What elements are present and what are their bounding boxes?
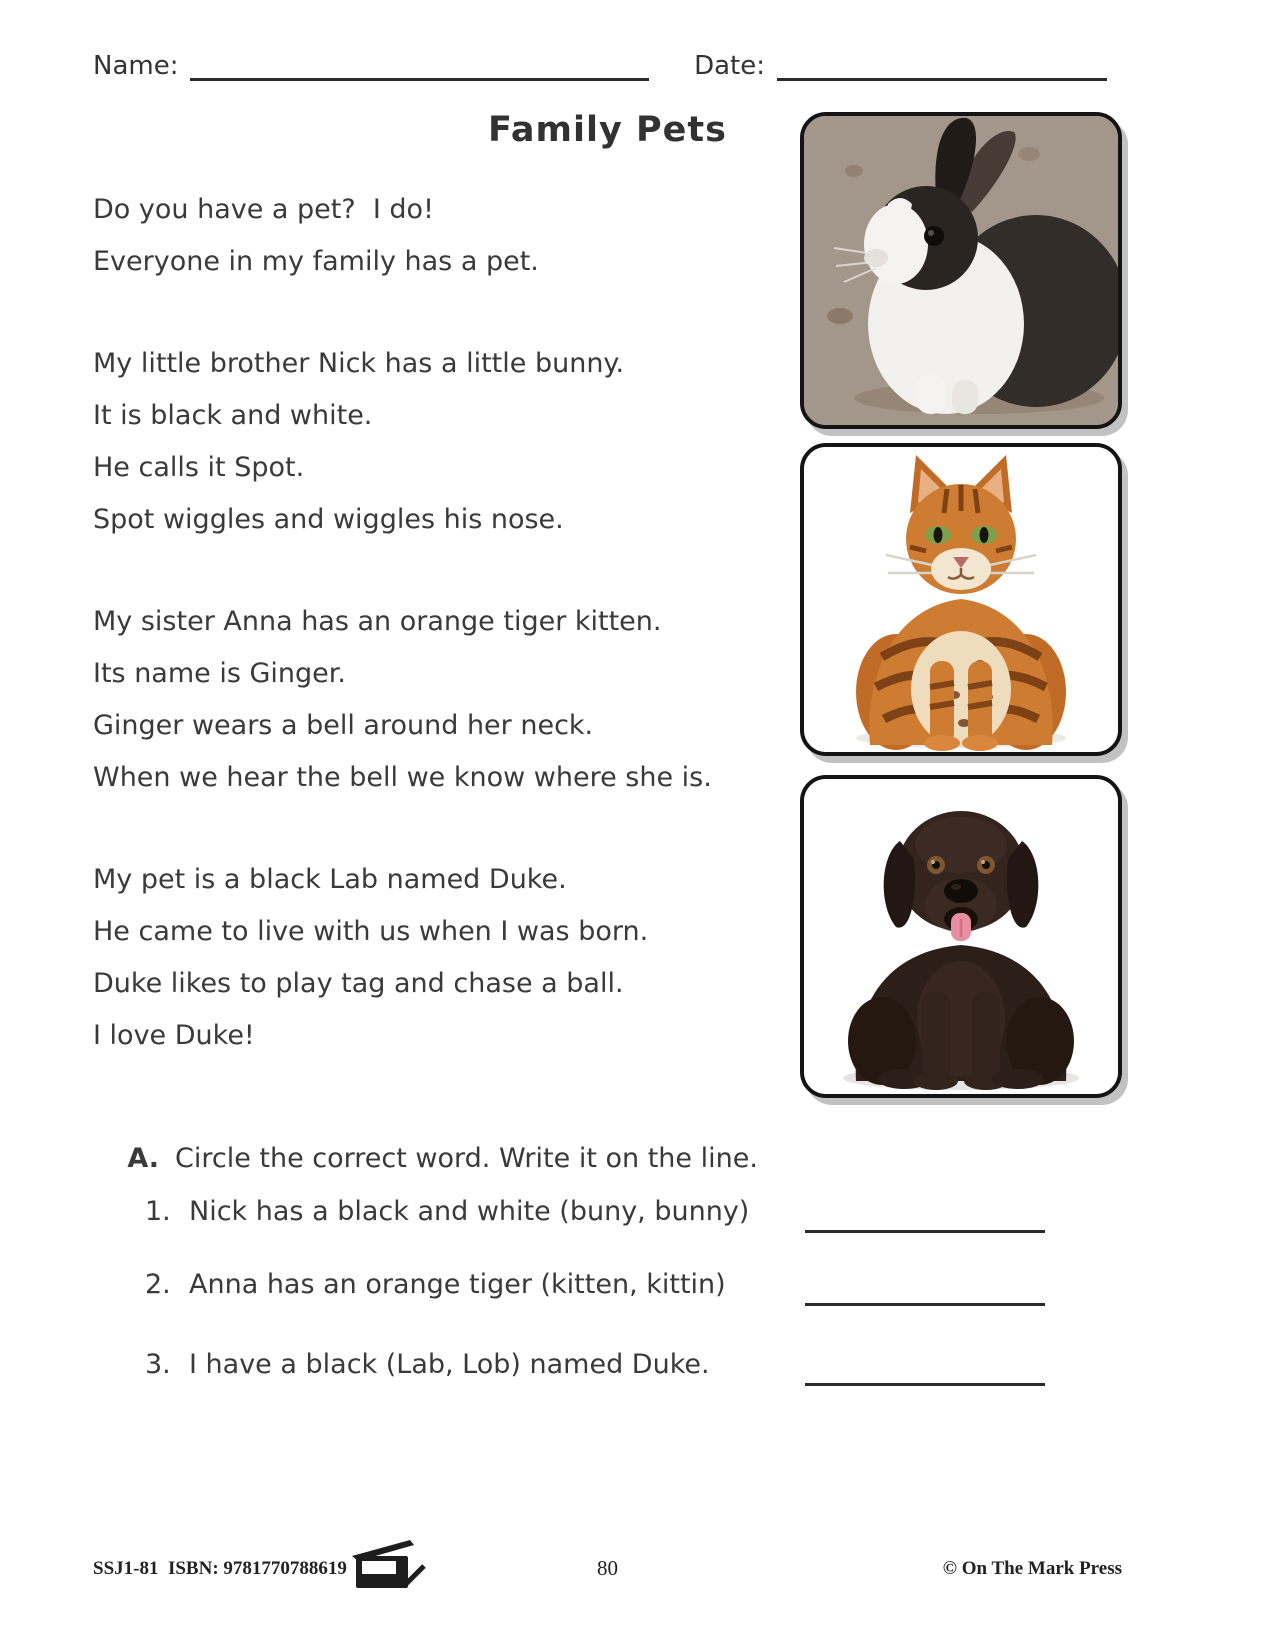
- kitten-photo: [800, 443, 1122, 756]
- bunny-photo: [800, 112, 1122, 429]
- passage-line: My sister Anna has an orange tiger kitten.: [93, 606, 662, 637]
- section-a-label: A.: [127, 1143, 159, 1174]
- passage-line: Do you have a pet? I do!: [93, 194, 434, 225]
- passage-line: Spot wiggles and wiggles his nose.: [93, 504, 564, 535]
- bunny-illustration: [804, 116, 1118, 425]
- question-text: Anna has an orange tiger (kitten, kittin): [189, 1269, 726, 1300]
- date-label: Date:: [694, 51, 765, 81]
- passage-line: Ginger wears a bell around her neck.: [93, 710, 594, 741]
- passage-line: Everyone in my family has a pet.: [93, 246, 539, 277]
- passage-line: I love Duke!: [93, 1020, 255, 1051]
- page-title: Family Pets: [488, 110, 727, 150]
- name-label: Name:: [93, 51, 179, 81]
- question-2: [145, 1263, 1055, 1313]
- passage-line: Duke likes to play tag and chase a ball.: [93, 968, 624, 999]
- footer-code-isbn: SSJ1-81 ISBN: 9781770788619: [93, 1558, 347, 1579]
- paragraph: [93, 596, 808, 804]
- dog-photo: [800, 775, 1122, 1098]
- answer-blank-line: [805, 1343, 1045, 1386]
- answer-blank-line: [805, 1190, 1045, 1233]
- passage-line: He came to live with us when I was born.: [93, 916, 649, 947]
- passage-line: When we hear the bell we know where she is.: [93, 762, 712, 793]
- question-3: [145, 1343, 1055, 1393]
- kitten-illustration: [804, 447, 1118, 752]
- paragraph: [93, 338, 808, 546]
- question-text: I have a black (Lab, Lob) named Duke.: [189, 1349, 710, 1380]
- paragraph: [93, 854, 808, 1062]
- answer-blank-line: [805, 1263, 1045, 1306]
- dog-illustration: [804, 779, 1118, 1094]
- question-number: 1.: [145, 1196, 171, 1227]
- question-1: [145, 1190, 1055, 1240]
- footer-copyright: © On The Mark Press: [942, 1558, 1122, 1579]
- question-number: 3.: [145, 1349, 171, 1380]
- footer: [93, 1550, 1122, 1614]
- passage-line: It is black and white.: [93, 400, 373, 431]
- passage-line: My pet is a black Lab named Duke.: [93, 864, 567, 895]
- passage-line: My little brother Nick has a little bunny.: [93, 348, 625, 379]
- date-blank-line: [777, 46, 1107, 81]
- passage-line: Its name is Ginger.: [93, 658, 346, 689]
- paragraph: [93, 184, 808, 288]
- passage-line: He calls it Spot.: [93, 452, 305, 483]
- page-number: 80: [597, 1556, 618, 1580]
- header: [93, 46, 1107, 81]
- name-blank-line: [190, 46, 649, 81]
- section-a-instruction: Circle the correct word. Write it on the line.: [175, 1143, 758, 1174]
- reading-passage: [93, 184, 808, 1112]
- question-number: 2.: [145, 1269, 171, 1300]
- question-text: Nick has a black and white (buny, bunny): [189, 1196, 750, 1227]
